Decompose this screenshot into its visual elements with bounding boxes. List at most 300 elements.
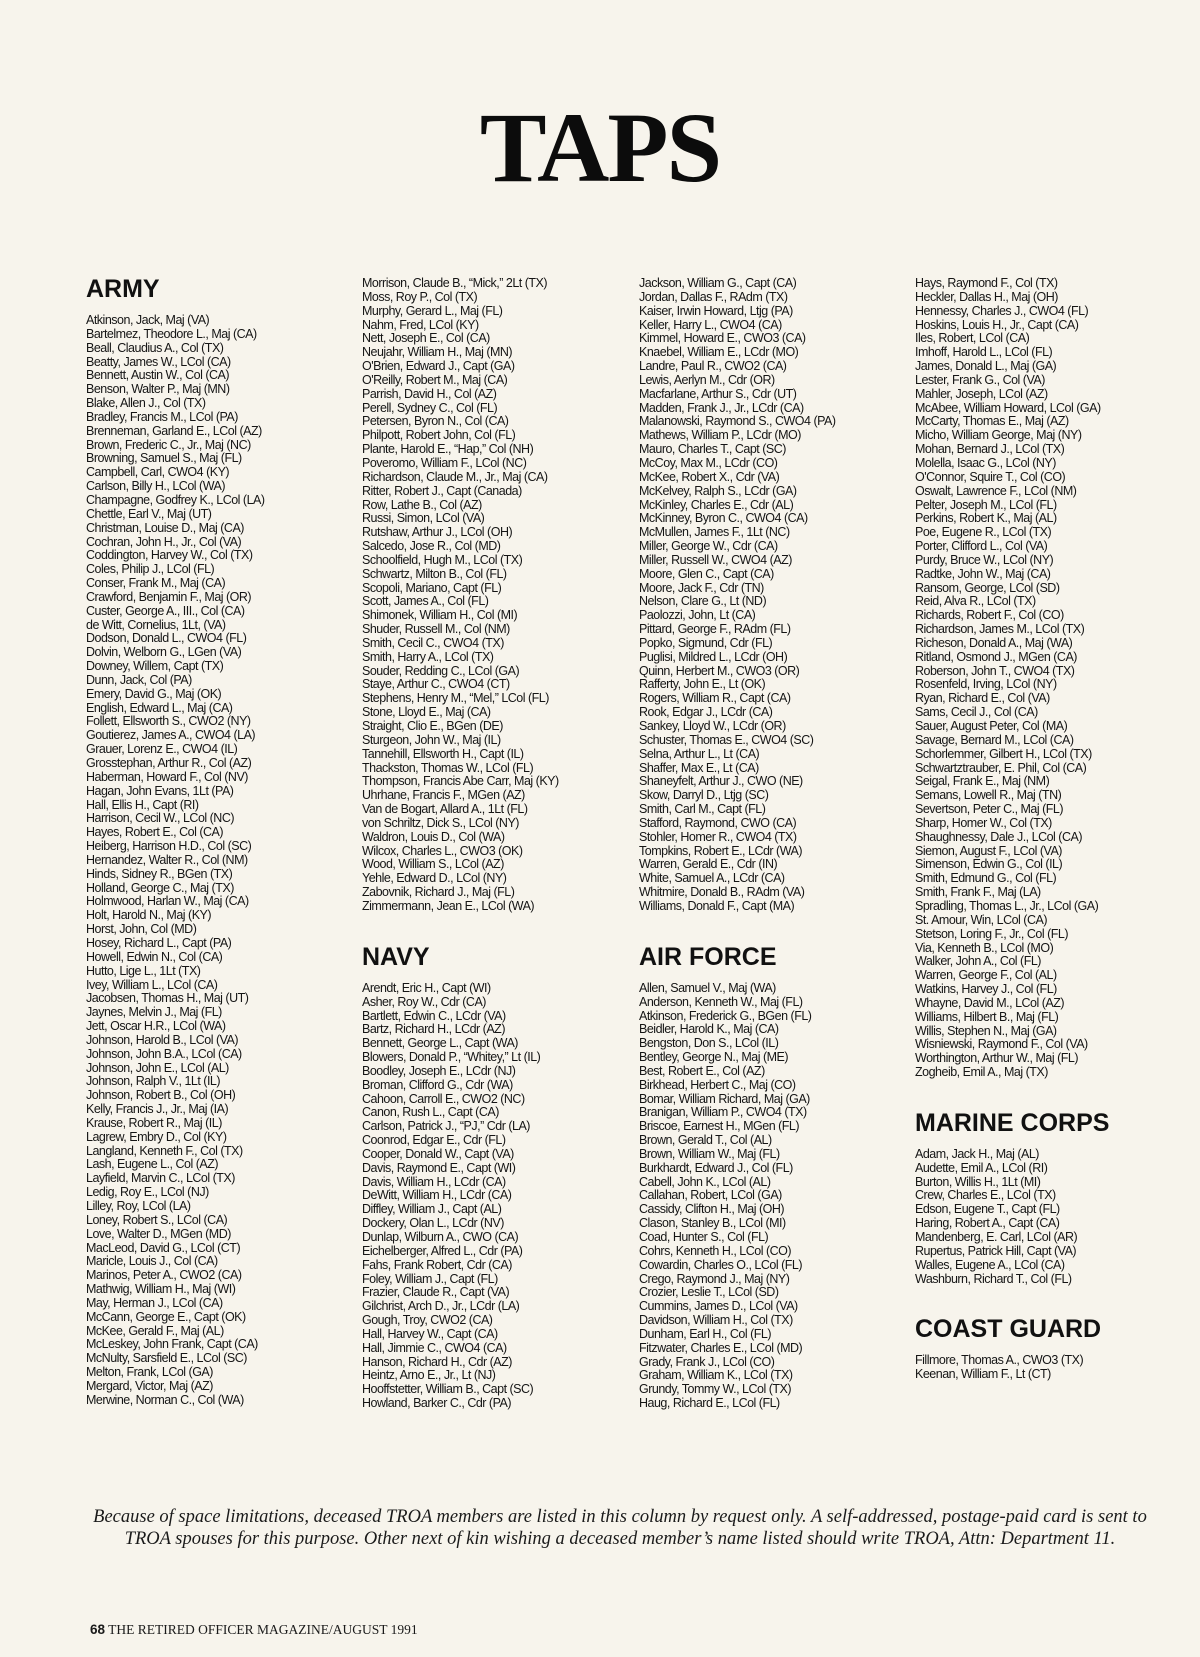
list-item: Benson, Walter P., Maj (MN) [86,382,230,397]
list-item: Smith, Carl M., Capt (FL) [639,802,766,817]
footnote: Because of space limitations, deceased TROA members are listed in this column by request only. A self-addressed, postage-paid card is sent to TROA spouses for this purpose. Other next of kin wishing a deceased member’s name listed should write TROA, Attn: Department 11. [93,1507,1147,1549]
list-item: Savage, Bernard M., LCol (CA) [915,732,1074,747]
list-item: Chettle, Earl V., Maj (UT) [86,506,212,521]
list-item: Moore, Jack F., Cdr (TN) [639,580,764,595]
list-item: Philpott, Robert John, Col (FL) [362,428,516,443]
list-item: Rosenfeld, Irving, LCol (NY) [915,677,1057,692]
name-list [915,277,1193,1080]
list-item: Dunn, Jack, Col (PA) [86,672,192,687]
list-item: Staye, Arthur C., CWO4 (CT) [362,677,510,692]
list-item: Davis, Raymond E., Capt (WI) [362,1160,516,1175]
list-item: Foley, William J., Capt (FL) [362,1271,498,1286]
list-item: Ritter, Robert J., Capt (Canada) [362,483,522,498]
list-item: Audette, Emil A., LCol (RI) [915,1160,1048,1175]
list-item: Burton, Willis H., 1Lt (MI) [915,1174,1041,1189]
list-item: McKee, Robert X., Cdr (VA) [639,469,780,484]
column-4 [915,277,1193,1382]
list-item: Ritland, Osmond J., MGen (CA) [915,649,1077,664]
list-item: Van de Bogart, Allard A., 1Lt (FL) [362,802,528,817]
list-item: Williams, Hilbert B., Maj (FL) [915,1009,1059,1024]
list-item: Howell, Edwin N., Col (CA) [86,949,223,964]
list-item: Rupertus, Patrick Hill, Capt (VA) [915,1243,1077,1258]
list-item: Bradley, Francis M., LCol (PA) [86,409,238,424]
list-item: Jett, Oscar H.R., LCol (WA) [86,1019,226,1034]
list-item: Brown, Frederic C., Jr., Maj (NC) [86,437,251,452]
list-item: von Schriltz, Dick S., LCol (NY) [362,815,519,830]
list-item: Haring, Robert A., Capt (CA) [915,1216,1060,1231]
list-item: Bartz, Richard H., LCdr (AZ) [362,1022,505,1037]
list-item: Crew, Charles E., LCol (TX) [915,1188,1056,1203]
list-item: Hoskins, Louis H., Jr., Capt (CA) [915,317,1079,332]
list-item: Whayne, David M., LCol (AZ) [915,995,1065,1010]
list-item: Pittard, George F., RAdm (FL) [639,622,791,637]
list-item: Jordan, Dallas F., RAdm (TX) [639,289,788,304]
list-item: Jaynes, Melvin J., Maj (FL) [86,1005,222,1020]
list-item: Mathwig, William H., Maj (WI) [86,1282,236,1297]
list-item: Arendt, Eric H., Capt (WI) [362,980,491,995]
list-item: Coles, Philip J., LCol (FL) [86,562,215,577]
list-item: Miller, George W., Cdr (CA) [639,539,778,554]
list-item: Smith, Edmund G., Col (FL) [915,871,1057,886]
list-item: Bengston, Don S., LCol (IL) [639,1036,779,1051]
list-item: Kimmel, Howard E., CWO3 (CA) [639,331,806,346]
list-item: Layfield, Marvin C., LCol (TX) [86,1171,235,1186]
list-item: de Witt, Cornelius, 1Lt, (VA) [86,617,226,632]
list-item: McKee, Gerald F., Maj (AL) [86,1323,224,1338]
list-item: Kelly, Francis J., Jr., Maj (IA) [86,1102,229,1117]
list-item: Wisniewski, Raymond F., Col (VA) [915,1037,1088,1052]
list-item: O'Brien, Edward J., Capt (GA) [362,359,515,374]
list-item: Edson, Eugene T., Capt (FL) [915,1202,1060,1217]
list-item: Landre, Paul R., CWO2 (CA) [639,359,787,374]
list-item: Schoolfield, Hugh M., LCol (TX) [362,552,523,567]
list-item: Frazier, Claude R., Capt (VA) [362,1285,510,1300]
list-item: Best, Robert E., Col (AZ) [639,1063,765,1078]
list-item: Haberman, Howard F., Col (NV) [86,769,248,784]
list-item: Anderson, Kenneth W., Maj (FL) [639,994,803,1009]
list-item: May, Herman J., LCol (CA) [86,1295,223,1310]
column-2 [362,277,640,1411]
list-item: Semans, Lowell R., Maj (TN) [915,788,1062,803]
list-item: Dockery, Olan L., LCdr (NV) [362,1216,504,1231]
list-item: Dolvin, Welborn G., LGen (VA) [86,645,242,660]
list-item: McKinney, Byron C., CWO4 (CA) [639,511,808,526]
list-item: Yehle, Edward D., LCol (NY) [362,871,507,886]
list-item: Mergard, Victor, Maj (AZ) [86,1378,213,1393]
list-item: Atkinson, Frederick G., BGen (FL) [639,1008,812,1023]
list-item: Cummins, James D., LCol (VA) [639,1299,798,1314]
list-item: Johnson, Ralph V., 1Lt (IL) [86,1074,221,1089]
list-item: Bartelmez, Theodore L., Maj (CA) [86,326,257,341]
list-item: Worthington, Arthur W., Maj (FL) [915,1051,1078,1066]
list-item: Warren, George F., Col (AL) [915,968,1057,983]
list-item: Uhrhane, Francis F., MGen (AZ) [362,788,525,803]
list-item: Maricle, Louis J., Col (CA) [86,1254,218,1269]
list-item: Lagrew, Embry D., Col (KY) [86,1129,227,1144]
list-item: Stohler, Homer R., CWO4 (TX) [639,829,797,844]
list-item: Broman, Clifford G., Cdr (WA) [362,1077,513,1092]
list-item: Row, Lathe B., Col (AZ) [362,497,482,512]
list-item: Lester, Frank G., Col (VA) [915,372,1045,387]
list-item: Straight, Clio E., BGen (DE) [362,719,503,733]
list-item: Keller, Harry L., CWO4 (CA) [639,317,782,332]
list-item: McKinley, Charles E., Cdr (AL) [639,497,794,512]
list-item: Haug, Richard E., LCol (FL) [639,1396,780,1411]
list-item: Ransom, George, LCol (SD) [915,580,1060,595]
list-item: Zimmermann, Jean E., LCol (WA) [362,898,535,913]
page-footer [90,1622,418,1638]
list-item: Carlson, Billy H., LCol (WA) [86,479,226,494]
list-item: Hinds, Sidney R., BGen (TX) [86,866,233,881]
list-item: Johnson, Robert B., Col (OH) [86,1088,236,1103]
list-item: Rafferty, John E., Lt (OK) [639,677,766,692]
list-item: Fahs, Frank Robert, Cdr (CA) [362,1257,512,1272]
list-item: Browning, Samuel S., Maj (FL) [86,451,242,466]
list-item: Hernandez, Walter R., Col (NM) [86,852,248,867]
list-item: Murphy, Gerard L., Maj (FL) [362,303,503,318]
column-3 [639,277,917,1411]
name-list [639,277,917,914]
list-item: Cowardin, Charles O., LCol (FL) [639,1257,803,1272]
list-item: Asher, Roy W., Cdr (CA) [362,994,486,1009]
list-item: Ryan, Richard E., Col (VA) [915,691,1050,706]
list-item: Clason, Stanley B., LCol (MI) [639,1216,786,1231]
list-item: Beall, Claudius A., Col (TX) [86,340,224,355]
list-item: Cooper, Donald W., Capt (VA) [362,1146,514,1161]
list-item: Schorlemmer, Gilbert H., LCol (TX) [915,746,1092,761]
list-item: Schwartz, Milton B., Col (FL) [362,566,507,581]
list-item: Coonrod, Edgar E., Cdr (FL) [362,1133,506,1148]
list-item: Nelson, Clare G., Lt (ND) [639,594,767,609]
list-item: Horst, John, Col (MD) [86,922,197,937]
list-item: Purdy, Bruce W., LCol (NY) [915,552,1054,567]
list-item: Christman, Louise D., Maj (CA) [86,520,244,535]
list-item: Heckler, Dallas H., Maj (OH) [915,289,1058,304]
list-item: Madden, Frank J., Jr., LCdr (CA) [639,400,804,415]
list-item: Warren, Gerald E., Cdr (IN) [639,857,778,872]
list-item: DeWitt, William H., LCdr (CA) [362,1188,512,1203]
list-item: Plante, Harold E., “Hap,” Col (NH) [362,442,534,457]
list-item: Davidson, William H., Col (TX) [639,1313,793,1328]
list-item: Wood, William S., LCol (AZ) [362,857,504,872]
list-item: McMullen, James F., 1Lt (NC) [639,525,790,540]
list-item: Heiberg, Harrison H.D., Col (SC) [86,839,252,854]
list-item: Whitmire, Donald B., RAdm (VA) [639,885,805,900]
list-item: Williams, Donald F., Capt (MA) [639,898,795,913]
list-item: Johnson, John E., LCol (AL) [86,1060,229,1075]
list-item: Petersen, Byron N., Col (CA) [362,414,509,429]
list-item: Scott, James A., Col (FL) [362,594,489,609]
list-item: Keenan, William F., Lt (CT) [915,1367,1051,1382]
list-item: Richards, Robert F., Col (CO) [915,608,1064,623]
list-item: Jackson, William G., Capt (CA) [639,276,797,290]
list-item: Cahoon, Carroll E., CWO2 (NC) [362,1091,525,1106]
list-item: Bartlett, Edwin C., LCdr (VA) [362,1008,506,1023]
list-item: Crawford, Benjamin F., Maj (OR) [86,589,252,604]
list-item: Schwartztrauber, E. Phil, Col (CA) [915,760,1087,775]
list-item: O'Reilly, Robert M., Maj (CA) [362,372,508,387]
list-item: McLeskey, John Frank, Capt (CA) [86,1337,258,1352]
list-item: Davis, William H., LCdr (CA) [362,1174,506,1189]
list-item: Beatty, James W., LCol (CA) [86,354,231,369]
section-heading-coast-guard: COAST GUARD [915,1315,1102,1344]
list-item: Stafford, Raymond, CWO (CA) [639,815,797,830]
list-item: O'Connor, Squire T., Col (CO) [915,469,1066,484]
list-item: Via, Kenneth B., LCol (MO) [915,940,1054,955]
list-item: Goutierez, James A., CWO4 (LA) [86,728,256,743]
list-item: Johnson, John B.A., LCol (CA) [86,1046,242,1061]
list-item: Brown, Gerald T., Col (AL) [639,1133,772,1148]
list-item: Poveromo, William F., LCol (NC) [362,455,527,470]
list-item: Hayes, Robert E., Col (CA) [86,825,224,840]
list-item: Bomar, William Richard, Maj (GA) [639,1091,810,1106]
list-item: Sturgeon, John W., Maj (IL) [362,732,501,747]
list-item: Fitzwater, Charles E., LCol (MD) [639,1340,803,1355]
list-item: Salcedo, Jose R., Col (MD) [362,539,501,554]
list-item: Skow, Darryl D., Ltjg (SC) [639,788,769,803]
list-item: Blake, Allen J., Col (TX) [86,396,206,411]
section-heading-navy: NAVY [362,942,430,971]
list-item: Brenneman, Garland E., LCol (AZ) [86,423,262,438]
list-item: Richeson, Donald A., Maj (WA) [915,635,1073,650]
list-item: Jacobsen, Thomas H., Maj (UT) [86,991,249,1006]
list-item: Love, Walter D., MGen (MD) [86,1226,231,1241]
list-item: Smith, Harry A., LCol (TX) [362,649,494,664]
list-item: Blowers, Donald P., “Whitey,” Lt (IL) [362,1050,541,1065]
list-item: Diffley, William J., Capt (AL) [362,1202,502,1217]
list-item: Birkhead, Herbert C., Maj (CO) [639,1077,796,1092]
list-item: Molella, Isaac G., LCol (NY) [915,455,1056,470]
list-item: Spradling, Thomas L., Jr., LCol (GA) [915,898,1099,913]
list-item: James, Donald L., Maj (GA) [915,359,1057,374]
column-1 [86,274,364,1408]
list-item: Schuster, Thomas E., CWO4 (SC) [639,732,814,747]
list-item: St. Amour, Win, LCol (CA) [915,912,1047,927]
list-item: Burkhardt, Edward J., Col (FL) [639,1160,793,1175]
list-item: Coad, Hunter S., Col (FL) [639,1230,769,1244]
list-item: Shaughnessy, Dale J., LCol (CA) [915,829,1082,844]
section-heading-air-force: AIR FORCE [639,942,777,971]
list-item: Merwine, Norman C., Col (WA) [86,1392,244,1407]
list-item: Roberson, John T., CWO4 (TX) [915,663,1075,678]
list-item: Walker, John A., Col (FL) [915,954,1041,969]
list-item: Coddington, Harvey W., Col (TX) [86,548,253,563]
list-item: Graham, William K., LCol (TX) [639,1368,793,1383]
list-item: Brown, William W., Maj (FL) [639,1146,780,1161]
list-item: McCarty, Thomas E., Maj (AZ) [915,414,1069,429]
list-item: Waldron, Louis D., Col (WA) [362,829,505,844]
list-item: Dodson, Donald L., CWO4 (FL) [86,631,247,646]
list-item: Micho, William George, Maj (NY) [915,428,1082,443]
list-item: Downey, Willem, Capt (TX) [86,659,224,674]
list-item: Walles, Eugene A., LCol (CA) [915,1257,1065,1272]
list-item: Zogheib, Emil A., Maj (TX) [915,1065,1048,1080]
list-item: Moss, Roy P., Col (TX) [362,289,478,304]
list-item: Emery, David G., Maj (OK) [86,686,222,701]
list-item: Hosey, Richard L., Capt (PA) [86,935,232,950]
list-item: Sharp, Homer W., Col (TX) [915,815,1052,830]
list-item: Johnson, Harold B., LCol (VA) [86,1032,239,1047]
list-item: Grady, Frank J., LCol (CO) [639,1354,775,1369]
list-item: Grosstephan, Arthur R., Col (AZ) [86,756,252,770]
list-item: Paolozzi, John, Lt (CA) [639,608,756,623]
list-item: Sauer, August Peter, Col (MA) [915,719,1068,733]
list-item: Eichelberger, Alfred L., Cdr (PA) [362,1243,523,1258]
list-item: Holland, George C., Maj (TX) [86,880,234,895]
list-item: Parrish, David H., Col (AZ) [362,386,497,401]
list-item: Loney, Robert S., LCol (CA) [86,1212,228,1227]
list-item: Zabovnik, Richard J., Maj (FL) [362,885,515,900]
list-item: Dunham, Earl H., Col (FL) [639,1326,771,1341]
list-item: Heintz, Arno E., Jr., Lt (NJ) [362,1368,496,1383]
list-item: Allen, Samuel V., Maj (WA) [639,980,776,995]
list-item: Cohrs, Kenneth H., LCol (CO) [639,1243,792,1258]
list-item: Custer, George A., III., Col (CA) [86,603,245,618]
list-item: English, Edward L., Maj (CA) [86,700,233,715]
list-item: Ivey, William L., LCol (CA) [86,977,218,992]
list-item: Radtke, John W., Maj (CA) [915,566,1051,581]
name-list [639,982,917,1411]
list-item: Richardson, Claude M., Jr., Maj (CA) [362,469,548,484]
list-item: Rogers, William R., Capt (CA) [639,691,791,706]
list-item: Oswalt, Lawrence F., LCol (NM) [915,483,1077,498]
list-item: Stetson, Loring F., Jr., Col (FL) [915,926,1069,941]
name-list [86,314,364,1408]
publication-title: THE RETIRED OFFICER MAGAZINE/AUGUST 1991 [108,1622,418,1637]
section-heading-marine-corps: MARINE CORPS [915,1108,1110,1137]
list-item: White, Samuel A., LCdr (CA) [639,871,785,886]
list-item: Gilchrist, Arch D., Jr., LCdr (LA) [362,1299,520,1314]
list-item: Holt, Harold N., Maj (KY) [86,908,212,923]
list-item: Reid, Alva R., LCol (TX) [915,594,1036,609]
list-item: Briscoe, Earnest H., MGen (FL) [639,1119,800,1134]
list-item: Hanson, Richard H., Cdr (AZ) [362,1354,512,1369]
list-item: Watkins, Harvey J., Col (FL) [915,982,1057,997]
list-item: Simenson, Edwin G., Col (IL) [915,857,1063,872]
list-item: MacLeod, David G., LCol (CT) [86,1240,241,1255]
list-item: Russi, Simon, LCol (VA) [362,511,485,526]
list-item: Shuder, Russell M., Col (NM) [362,622,510,637]
list-item: Porter, Clifford L., Col (VA) [915,539,1048,554]
list-item: Mathews, William P., LCdr (MO) [639,428,801,443]
list-item: Grauer, Lorenz E., CWO4 (IL) [86,742,238,757]
list-item: Seigal, Frank E., Maj (NM) [915,774,1050,789]
list-item: McCoy, Max M., LCdr (CO) [639,455,778,470]
name-list [915,1148,1193,1286]
list-item: Tannehill, Ellsworth H., Capt (IL) [362,746,524,761]
list-item: Rook, Edgar J., LCdr (CA) [639,705,773,720]
list-item: Mohan, Bernard J., LCol (TX) [915,442,1065,457]
list-item: McNulty, Sarsfield E., LCol (SC) [86,1351,247,1366]
list-item: McAbee, William Howard, LCol (GA) [915,400,1101,415]
list-item: Krause, Robert R., Maj (IL) [86,1115,222,1130]
list-item: Iles, Robert, LCol (CA) [915,331,1030,346]
list-item: Hall, Jimmie C., CWO4 (CA) [362,1340,507,1355]
list-item: Quinn, Herbert M., CWO3 (OR) [639,663,800,678]
list-item: Ledig, Roy E., LCol (NJ) [86,1185,209,1200]
list-item: Boodley, Joseph E., LCdr (NJ) [362,1063,516,1078]
name-list [362,277,640,914]
list-item: Marinos, Peter A., CWO2 (CA) [86,1268,242,1283]
list-item: Sankey, Lloyd W., LCdr (OR) [639,719,786,733]
list-item: Crego, Raymond J., Maj (NY) [639,1271,790,1286]
list-item: Harrison, Cecil W., LCol (NC) [86,811,235,826]
list-item: Holmwood, Harlan W., Maj (CA) [86,894,249,909]
list-item: Atkinson, Jack, Maj (VA) [86,313,210,327]
list-item: Imhoff, Harold L., LCol (FL) [915,345,1053,360]
list-item: Smith, Frank F., Maj (LA) [915,885,1041,900]
list-item: Mahler, Joseph, LCol (AZ) [915,386,1048,401]
list-item: Bennett, Austin W., Col (CA) [86,368,230,383]
list-item: Melton, Frank, LCol (GA) [86,1365,213,1380]
list-item: Severtson, Peter C., Maj (FL) [915,802,1064,817]
list-item: Thackston, Thomas W., LCol (FL) [362,760,534,775]
list-item: Puglisi, Mildred L., LCdr (OH) [639,649,788,664]
list-item: Hagan, John Evans, 1Lt (PA) [86,783,234,798]
list-item: Bentley, George N., Maj (ME) [639,1050,789,1065]
list-item: Lilley, Roy, LCol (LA) [86,1199,191,1213]
list-item: Hall, Harvey W., Capt (CA) [362,1326,498,1341]
list-item: Smith, Cecil C., CWO4 (TX) [362,635,504,650]
list-item: Langland, Kenneth F., Col (TX) [86,1143,243,1158]
list-item: Moore, Glen C., Capt (CA) [639,566,774,581]
list-item: Neujahr, William H., Maj (MN) [362,345,513,360]
list-item: Adam, Jack H., Maj (AL) [915,1146,1039,1161]
list-item: Nett, Joseph E., Col (CA) [362,331,490,346]
list-item: Howland, Barker C., Cdr (PA) [362,1396,512,1411]
list-item: Callahan, Robert, LCol (GA) [639,1188,782,1203]
list-item: Fillmore, Thomas A., CWO3 (TX) [915,1353,1084,1368]
list-item: Lewis, Aerlyn M., Cdr (OR) [639,372,775,387]
list-item: Follett, Ellsworth S., CWO2 (NY) [86,714,251,729]
list-item: Richardson, James M., LCol (TX) [915,622,1085,637]
list-item: Shaffer, Max E., Lt (CA) [639,760,759,775]
list-item: Washburn, Richard T., Col (FL) [915,1271,1072,1286]
list-item: Pelter, Joseph M., LCol (FL) [915,497,1057,512]
list-item: Grundy, Tommy W., LCol (TX) [639,1382,792,1397]
list-item: Carlson, Patrick J., “PJ,” Cdr (LA) [362,1119,530,1134]
list-item: Hutto, Lige L., 1Lt (TX) [86,963,201,978]
list-item: Souder, Redding C., LCol (GA) [362,663,520,678]
list-item: Nahm, Fred, LCol (KY) [362,317,479,332]
list-item: Tompkins, Robert E., LCdr (WA) [639,843,803,858]
list-item: Canon, Rush L., Capt (CA) [362,1105,499,1120]
list-item: Knaebel, William E., LCdr (MO) [639,345,799,360]
list-item: Stone, Lloyd E., Maj (CA) [362,705,491,720]
list-item: Bennett, George L., Capt (WA) [362,1036,518,1051]
list-item: Perkins, Robert K., Maj (AL) [915,511,1057,526]
list-item: Stephens, Henry M., “Mel,” LCol (FL) [362,691,549,706]
page-title: TAPS [479,92,721,203]
list-item: Conser, Frank M., Maj (CA) [86,576,226,591]
list-item: Rutshaw, Arthur J., LCol (OH) [362,525,513,540]
list-item: Shaneyfelt, Arthur J., CWO (NE) [639,774,803,789]
list-item: Macfarlane, Arthur S., Cdr (UT) [639,386,797,401]
list-item: Miller, Russell W., CWO4 (AZ) [639,552,792,567]
list-item: Cabell, John K., LCol (AL) [639,1174,771,1189]
list-item: Poe, Eugene R., LCol (TX) [915,525,1052,540]
list-item: McKelvey, Ralph S., LCdr (GA) [639,483,797,498]
list-item: Dunlap, Wilburn A., CWO (CA) [362,1230,519,1244]
list-item: Siemon, August F., LCol (VA) [915,843,1062,858]
list-item: Popko, Sigmund, Cdr (FL) [639,635,773,650]
list-item: Cassidy, Clifton H., Maj (OH) [639,1202,785,1217]
list-item: McCann, George E., Capt (OK) [86,1309,246,1324]
list-item: Hall, Ellis H., Capt (RI) [86,797,199,812]
list-item: Perell, Sydney C., Col (FL) [362,400,498,415]
list-item: Hennessy, Charles J., CWO4 (FL) [915,303,1089,318]
list-item: Kaiser, Irwin Howard, Ltjg (PA) [639,303,793,318]
